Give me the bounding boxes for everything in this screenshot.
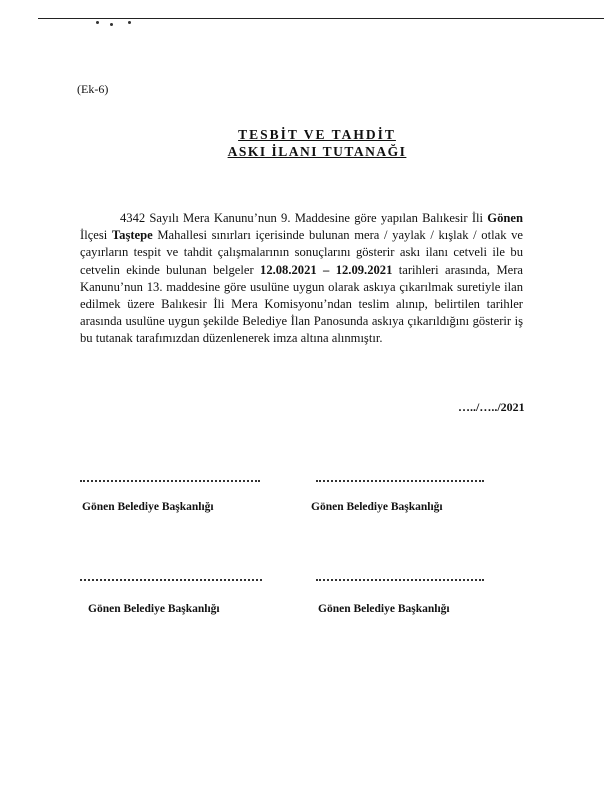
signature-label: Gönen Belediye Başkanlığı — [88, 603, 220, 615]
body-text-part: tarihleri arasında, Mera Kanunu’nun 13. maddesine göre usulüne uygun olarak askıya çıkarılmak suretiyle ilan edilmek üzere Balıkesir İli Mera Komisyonu’ndan teslim alınıp, belirtilen tarihler arasında usulüne uygun şekilde Belediye İlan Panosunda askıya çıkarıldığını gösterir iş bu tutanak tarafımızdan düzenlenerek imza altına alınmıştır. — [80, 262, 524, 346]
body-paragraph — [80, 210, 523, 348]
body-text-part: Mahallesi sınırları içerisinde bulunan mera / yaylak / kışlak / otlak ve çayırların tespit ve tahdit çalışmalarının sonuçlarını gösterir askı ilanı cetveli ile bu cetvelin ekinde bulunan belgeler — [80, 228, 524, 277]
date-range: 12.08.2021 – 12.09.2021 — [260, 262, 393, 277]
scan-speck — [110, 23, 113, 26]
body-text-part: İlçesi — [80, 228, 112, 243]
top-border-line — [38, 18, 604, 19]
signature-line — [80, 480, 260, 482]
district-name: Gönen — [487, 211, 523, 225]
signature-line — [316, 579, 484, 581]
document-title-line1: TESBİT VE TAHDİT — [238, 127, 396, 142]
attachment-number: (Ek-6) — [77, 82, 109, 96]
neighborhood-name: Taştepe — [111, 228, 153, 243]
signature-label: Gönen Belediye Başkanlığı — [311, 501, 443, 513]
signature-line — [316, 480, 484, 482]
signature-line — [80, 579, 262, 581]
scan-speck — [96, 21, 99, 24]
signature-label: Gönen Belediye Başkanlığı — [318, 603, 450, 615]
document-date: …../…../2021 — [458, 400, 525, 414]
signature-label: Gönen Belediye Başkanlığı — [82, 501, 214, 513]
body-text-part: 4342 Sayılı Mera Kanunu’nun 9. Maddesine göre yapılan Balıkesir İli — [120, 211, 488, 225]
document-title-line2: ASKI İLANI TUTANAĞI — [227, 144, 407, 159]
scan-speck — [128, 21, 131, 24]
